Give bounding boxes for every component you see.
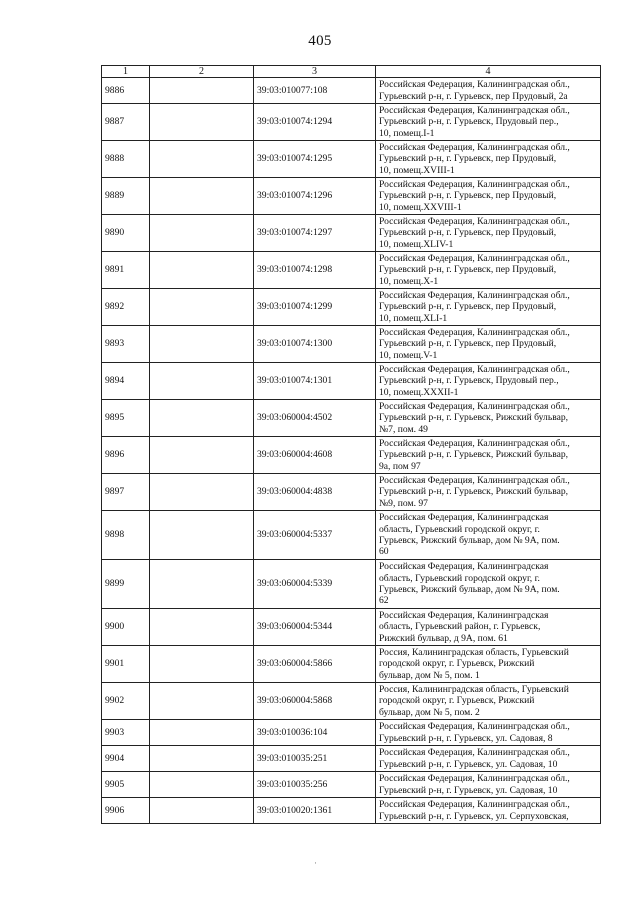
row-column-2-cell — [150, 474, 254, 511]
address-cell: Российская Федерация, Калининградская обл., Гурьевский р-н, г. Гурьевск, Прудовый пер., 10, помещ.XXXII-1 — [376, 363, 601, 400]
row-column-2-cell — [150, 720, 254, 746]
cadastral-number-cell: 39:03:010077:108 — [254, 78, 376, 104]
row-column-2-cell — [150, 746, 254, 772]
cadastral-number-cell: 39:03:010035:251 — [254, 746, 376, 772]
property-registry-table — [101, 65, 601, 824]
table-row — [102, 141, 601, 178]
cadastral-number-cell: 39:03:060004:4838 — [254, 474, 376, 511]
row-column-2-cell — [150, 289, 254, 326]
address-cell: Российская Федерация, Калининградская обл., Гурьевский р-н, г. Гурьевск, ул. Серпуховская, — [376, 798, 601, 824]
address-cell: Российская Федерация, Калининградская обл., Гурьевский р-н, г. Гурьевск, пер Прудовый, 2а — [376, 78, 601, 104]
cadastral-number-cell: 39:03:010036:104 — [254, 720, 376, 746]
row-column-2-cell — [150, 400, 254, 437]
row-number-cell: 9886 — [102, 78, 150, 104]
address-cell: Российская Федерация, Калининградская обл., Гурьевский р-н, г. Гурьевск, Рижский бульвар, №7, пом. 49 — [376, 400, 601, 437]
table-row — [102, 363, 601, 400]
table-row — [102, 798, 601, 824]
table-row — [102, 437, 601, 474]
table-row — [102, 720, 601, 746]
address-cell: Российская Федерация, Калининградская область, Гурьевский городской округ, г. Гурьевск, Рижский бульвар, дом № 9А, пом. 62 — [376, 560, 601, 609]
table-row — [102, 326, 601, 363]
row-column-2-cell — [150, 609, 254, 646]
address-cell: Россия, Калининградская область, Гурьевский городской округ, г. Гурьевск, Рижский бульвар, дом № 5, пом. 2 — [376, 683, 601, 720]
cadastral-number-cell: 39:03:060004:5339 — [254, 560, 376, 609]
header-col-2: 2 — [150, 66, 254, 78]
header-col-4: 4 — [376, 66, 601, 78]
row-number-cell: 9891 — [102, 252, 150, 289]
cadastral-number-cell: 39:03:060004:5344 — [254, 609, 376, 646]
row-number-cell: 9892 — [102, 289, 150, 326]
row-column-2-cell — [150, 363, 254, 400]
row-number-cell: 9905 — [102, 772, 150, 798]
cadastral-number-cell: 39:03:060004:4608 — [254, 437, 376, 474]
row-number-cell: 9900 — [102, 609, 150, 646]
row-number-cell: 9887 — [102, 104, 150, 141]
row-number-cell: 9901 — [102, 646, 150, 683]
cadastral-number-cell: 39:03:010074:1298 — [254, 252, 376, 289]
row-number-cell: 9899 — [102, 560, 150, 609]
table-row — [102, 683, 601, 720]
cadastral-number-cell: 39:03:010074:1300 — [254, 326, 376, 363]
row-column-2-cell — [150, 772, 254, 798]
table-body — [102, 78, 601, 824]
row-column-2-cell — [150, 437, 254, 474]
row-column-2-cell — [150, 78, 254, 104]
table-row — [102, 746, 601, 772]
table-header — [102, 66, 601, 78]
address-cell: Российская Федерация, Калининградская обл., Гурьевский р-н, г. Гурьевск, ул. Садовая, 8 — [376, 720, 601, 746]
row-column-2-cell — [150, 104, 254, 141]
row-number-cell: 9902 — [102, 683, 150, 720]
table-row — [102, 252, 601, 289]
address-cell: Российская Федерация, Калининградская обл., Гурьевский р-н, г. Гурьевск, ул. Садовая, 10 — [376, 772, 601, 798]
table-row — [102, 609, 601, 646]
row-column-2-cell — [150, 178, 254, 215]
header-col-3: 3 — [254, 66, 376, 78]
cadastral-number-cell: 39:03:060004:5866 — [254, 646, 376, 683]
row-number-cell: 9898 — [102, 511, 150, 560]
footer-mark: · — [314, 858, 317, 868]
cadastral-number-cell: 39:03:060004:4502 — [254, 400, 376, 437]
address-cell: Российская Федерация, Калининградская обл., Гурьевский р-н, г. Гурьевск, пер Прудовый, 10, помещ.XLIV-1 — [376, 215, 601, 252]
cadastral-number-cell: 39:03:010074:1297 — [254, 215, 376, 252]
table-row — [102, 560, 601, 609]
header-row — [102, 66, 601, 78]
row-column-2-cell — [150, 798, 254, 824]
address-cell: Российская Федерация, Калининградская обл., Гурьевский р-н, г. Гурьевск, пер Прудовый, 10, помещ.V-1 — [376, 326, 601, 363]
cadastral-number-cell: 39:03:010074:1296 — [254, 178, 376, 215]
cadastral-number-cell: 39:03:060004:5868 — [254, 683, 376, 720]
address-cell: Российская Федерация, Калининградская обл., Гурьевский р-н, г. Гурьевск, пер Прудовый, 10, помещ.X-1 — [376, 252, 601, 289]
address-cell: Российская Федерация, Калининградская обл., Гурьевский р-н, г. Гурьевск, Рижский бульвар, 9а, пом 97 — [376, 437, 601, 474]
table-row — [102, 400, 601, 437]
cadastral-number-cell: 39:03:010074:1294 — [254, 104, 376, 141]
address-cell: Российская Федерация, Калининградская обл., Гурьевский р-н, г. Гурьевск, пер Прудовый, 10, помещ.XXVIII-1 — [376, 178, 601, 215]
table-row — [102, 178, 601, 215]
table-row — [102, 474, 601, 511]
address-cell: Россия, Калининградская область, Гурьевский городской округ, г. Гурьевск, Рижский бульвар, дом № 5, пом. 1 — [376, 646, 601, 683]
row-column-2-cell — [150, 646, 254, 683]
row-number-cell: 9890 — [102, 215, 150, 252]
row-column-2-cell — [150, 326, 254, 363]
row-column-2-cell — [150, 141, 254, 178]
cadastral-number-cell: 39:03:010074:1299 — [254, 289, 376, 326]
cadastral-number-cell: 39:03:010035:256 — [254, 772, 376, 798]
address-cell: Российская Федерация, Калининградская обл., Гурьевский р-н, г. Гурьевск, Рижский бульвар, №9, пом. 97 — [376, 474, 601, 511]
page-number: 405 — [308, 33, 332, 49]
table-row — [102, 511, 601, 560]
row-number-cell: 9895 — [102, 400, 150, 437]
cadastral-number-cell: 39:03:010020:1361 — [254, 798, 376, 824]
table-row — [102, 646, 601, 683]
table-row — [102, 215, 601, 252]
cadastral-number-cell: 39:03:010074:1295 — [254, 141, 376, 178]
address-cell: Российская Федерация, Калининградская обл., Гурьевский р-н, г. Гурьевск, пер Прудовый, 10, помещ.XVIII-1 — [376, 141, 601, 178]
table-row — [102, 289, 601, 326]
cadastral-number-cell: 39:03:010074:1301 — [254, 363, 376, 400]
row-number-cell: 9904 — [102, 746, 150, 772]
table-row — [102, 104, 601, 141]
table-row — [102, 78, 601, 104]
table-row — [102, 772, 601, 798]
row-number-cell: 9906 — [102, 798, 150, 824]
address-cell: Российская Федерация, Калининградская область, Гурьевский район, г. Гурьевск, Рижский бульвар, д 9А, пом. 61 — [376, 609, 601, 646]
row-number-cell: 9896 — [102, 437, 150, 474]
address-cell: Российская Федерация, Калининградская обл., Гурьевский р-н, г. Гурьевск, Прудовый пер., 10, помещ.I-1 — [376, 104, 601, 141]
row-column-2-cell — [150, 683, 254, 720]
row-number-cell: 9903 — [102, 720, 150, 746]
row-column-2-cell — [150, 215, 254, 252]
row-number-cell: 9888 — [102, 141, 150, 178]
row-number-cell: 9889 — [102, 178, 150, 215]
row-number-cell: 9894 — [102, 363, 150, 400]
address-cell: Российская Федерация, Калининградская обл., Гурьевский р-н, г. Гурьевск, ул. Садовая, 10 — [376, 746, 601, 772]
address-cell: Российская Федерация, Калининградская обл., Гурьевский р-н, г. Гурьевск, пер Прудовый, 10, помещ.XLI-1 — [376, 289, 601, 326]
header-col-1: 1 — [102, 66, 150, 78]
row-number-cell: 9897 — [102, 474, 150, 511]
row-column-2-cell — [150, 511, 254, 560]
row-column-2-cell — [150, 560, 254, 609]
address-cell: Российская Федерация, Калининградская область, Гурьевский городской округ, г. Гурьевск, Рижский бульвар, дом № 9А, пом. 60 — [376, 511, 601, 560]
cadastral-number-cell: 39:03:060004:5337 — [254, 511, 376, 560]
row-column-2-cell — [150, 252, 254, 289]
row-number-cell: 9893 — [102, 326, 150, 363]
